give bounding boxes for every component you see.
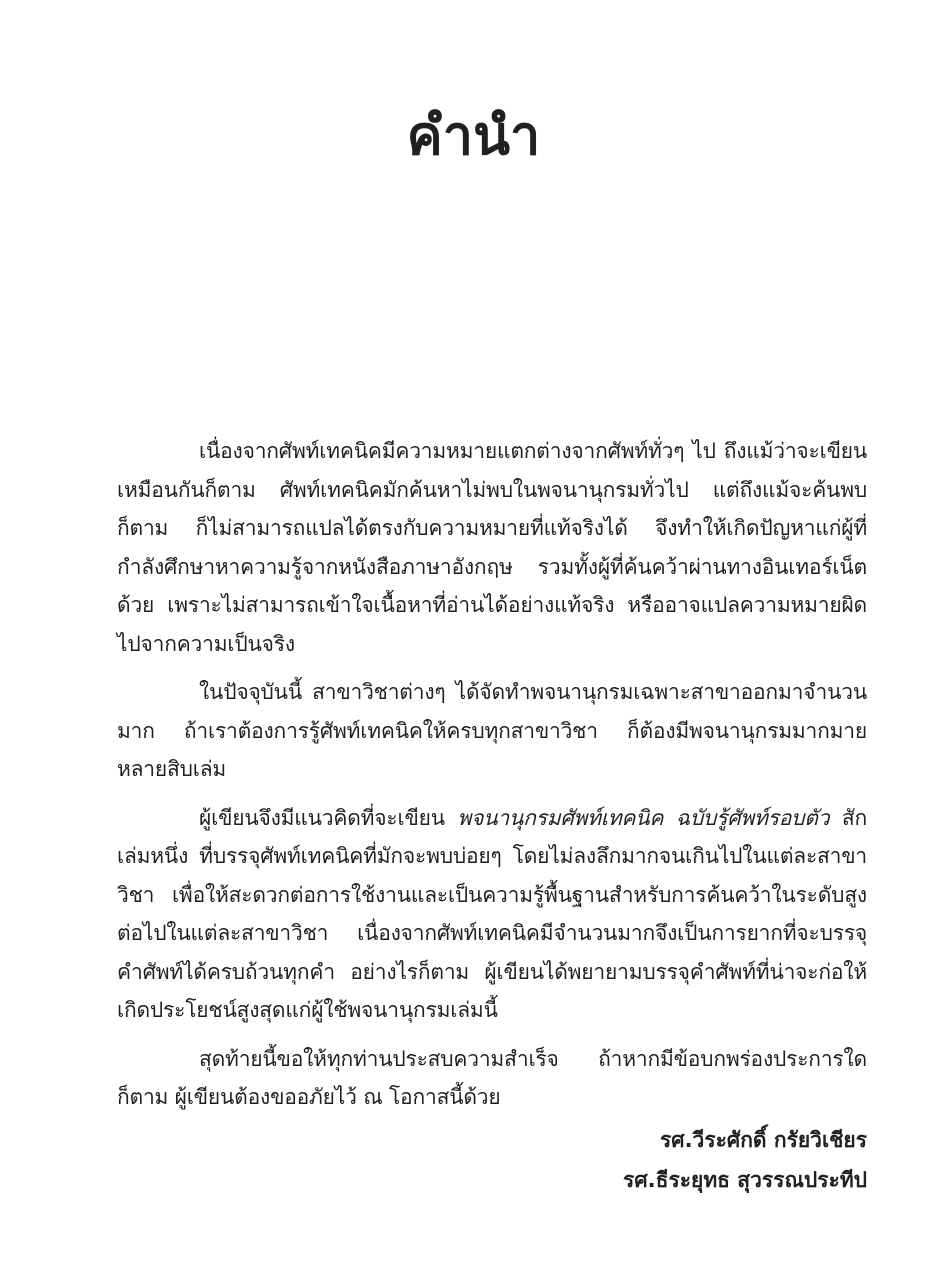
paragraph-3-rest: สักเล่มหนึ่ง ที่บรรจุศัพท์เทคนิคที่มักจะพบบ่อยๆ โดยไม่ลงลึกมากจนเกินไปในแต่ละสาขาวิชา เพื่อให้สะดวกต่อการใช้งานและเป็นความรู้พื้นฐานสำหรับการค้นคว้าในระดับสูงต่อไปในแต่ละสาขาวิชา เนื่องจากศัพท์เทคนิคมีจำนวนมากจึงเป็นการยากที่จะบรรจุคำศัพท์ได้ครบถ้วนทุกคำ อย่างไรก็ตาม ผู้เขียนได้พยายามบรรจุคำศัพท์ที่น่าจะก่อให้เกิดประโยชน์สูงสุดแก่ผู้ใช้พจนานุกรมเล่มนี้ [117,805,868,1022]
page-title: คำนำ [406,104,541,167]
author-signatures [623,1120,867,1200]
preface-paragraph-4: สุดท้ายนี้ขอให้ทุกท่านประสบความสำเร็จ ถ้าหากมีข้อบกพร่องประการใดก็ตาม ผู้เขียนต้องขออภัยไว้ ณ โอกาสนี้ด้วย [117,1046,867,1109]
preface-paragraph-3 [117,799,867,1030]
author-name-1: รศ.วีระศักดิ์ กรัยวิเชียร [659,1128,867,1152]
book-title-italic: พจนานุกรมศัพท์เทคนิค ฉบับรู้ศัพท์รอบตัว [457,805,830,830]
preface-paragraph-1: เนื่องจากศัพท์เทคนิคมีความหมายแตกต่างจากศัพท์ทั่วๆ ไป ถึงแม้ว่าจะเขียนเหมือนกันก็ตาม ศัพท์เทคนิคมักค้นหาไม่พบในพจนานุกรมทั่วไป แต่ถึงแม้จะค้นพบก็ตาม ก็ไม่สามารถแปลได้ตรงกับความหมายที่แท้จริงได้ จึงทำให้เกิดปัญหาแก่ผู้ที่กำลังศึกษาหาความรู้จากหนังสือภาษาอังกฤษ รวมทั้งผู้ที่ค้นคว้าผ่านทางอินเทอร์เน็ตด้วย เพราะไม่สามารถเข้าใจเนื้อหาที่อ่านได้อย่างแท้จริง หรืออาจแปลความหมายผิดไปจากความเป็นจริง [117,439,867,656]
paragraph-3-lead: ผู้เขียนจึงมีแนวคิดที่จะเขียน [199,805,458,830]
preface-paragraph-2: ในปัจจุบันนี้ สาขาวิชาต่างๆ ได้จัดทำพจนานุกรมเฉพาะสาขาออกมาจำนวนมาก ถ้าเราต้องการรู้ศัพท์เทคนิคให้ครบทุกสาขาวิชา ก็ต้องมีพจนานุกรมมากมายหลายสิบเล่ม [117,680,867,781]
preface-body [117,432,867,1127]
author-name-2: รศ.ธีระยุทธ สุวรรณประทีป [623,1168,867,1192]
